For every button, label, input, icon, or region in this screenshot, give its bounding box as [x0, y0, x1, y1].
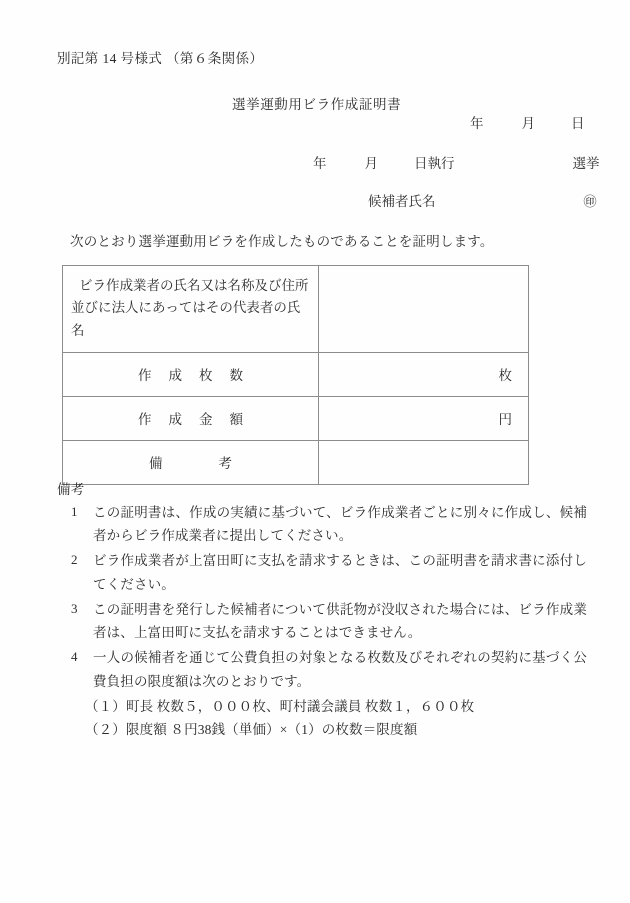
- note-text: この証明書は、作成の実績に基づいて、ビラ作成業者ごとに別々に作成し、候補者からビラ作成業者に提出してください。: [93, 505, 587, 544]
- row-unit-amount: 円: [498, 412, 512, 428]
- note-text: この証明書を発行した候補者について供託物が没収された場合には、ビラ作成業者は、上富田町に支払を請求することはできません。: [93, 601, 587, 641]
- candidate-name-line: [368, 190, 597, 210]
- note-item: [57, 598, 587, 644]
- row-label-quantity-text: 作成枚数: [138, 368, 260, 384]
- issue-date-year-label: 年: [470, 116, 484, 131]
- execution-month-label: 月: [364, 156, 378, 171]
- form-number: 別記第 14 号様式 （第６条関係）: [57, 51, 264, 66]
- note-item: [57, 501, 587, 547]
- issue-date-day-label: 日: [571, 116, 585, 131]
- issue-date-line: [470, 112, 585, 132]
- table-row: [63, 266, 529, 353]
- note-item: [57, 549, 587, 595]
- certificate-table: [62, 265, 529, 485]
- certification-statement: 次のとおり選挙運動用ビラを作成したものであることを証明します。: [70, 234, 494, 249]
- execution-year-label: 年: [313, 156, 327, 171]
- note-number: 2: [71, 552, 78, 568]
- note-number: 1: [71, 504, 78, 519]
- note-text: ビラ作成業者が上富田町に支払を請求するときは、この証明書を請求書に添付してください。: [93, 553, 587, 592]
- note-text: 一人の候補者を通じて公費負担の対象となる枚数及びそれぞれの契約に基づく公費負担の限度額は次のとおりです。: [93, 650, 587, 689]
- row-label-line1: ビラ作成業者の氏名又は名称及び住所: [79, 278, 309, 293]
- row-value-amount[interactable]: [319, 396, 529, 440]
- election-label: 選挙: [572, 156, 600, 171]
- notes-heading: 備考: [57, 482, 85, 497]
- row-unit-quantity: 枚: [498, 368, 512, 384]
- table-row: [63, 396, 529, 440]
- row-value-quantity[interactable]: [319, 352, 529, 396]
- note-sub-item: （２）限度額 ８円38銭（単価）×（1）の枚数＝限度額: [85, 721, 418, 737]
- page-title: 選挙運動用ビラ作成証明書: [232, 97, 402, 112]
- execution-day-label: 日執行: [414, 156, 455, 171]
- row-value-printer-info[interactable]: [319, 266, 529, 353]
- table-row: [63, 352, 529, 396]
- row-label-line2: 並びに法人にあってはその代表者の氏名: [71, 300, 301, 338]
- notes-section: [57, 478, 587, 741]
- issue-date-month-label: 月: [521, 116, 535, 131]
- election-execution-line: [313, 152, 600, 172]
- note-sub-item: （１）町長 枚数５，０００枚、町村議会議員 枚数１，６００枚: [85, 698, 475, 714]
- candidate-name-label: 候補者氏名: [368, 194, 436, 209]
- note-number: 3: [71, 600, 78, 616]
- row-label-quantity: [63, 352, 319, 396]
- seal-icon: ㊞: [583, 194, 597, 209]
- row-label-amount: [63, 396, 319, 440]
- row-label-amount-text: 作成金額: [138, 412, 260, 428]
- row-label-printer-info: [63, 266, 319, 353]
- note-number: 4: [71, 649, 78, 665]
- note-item: [57, 646, 587, 692]
- row-label-remarks-text: 備考: [149, 456, 288, 472]
